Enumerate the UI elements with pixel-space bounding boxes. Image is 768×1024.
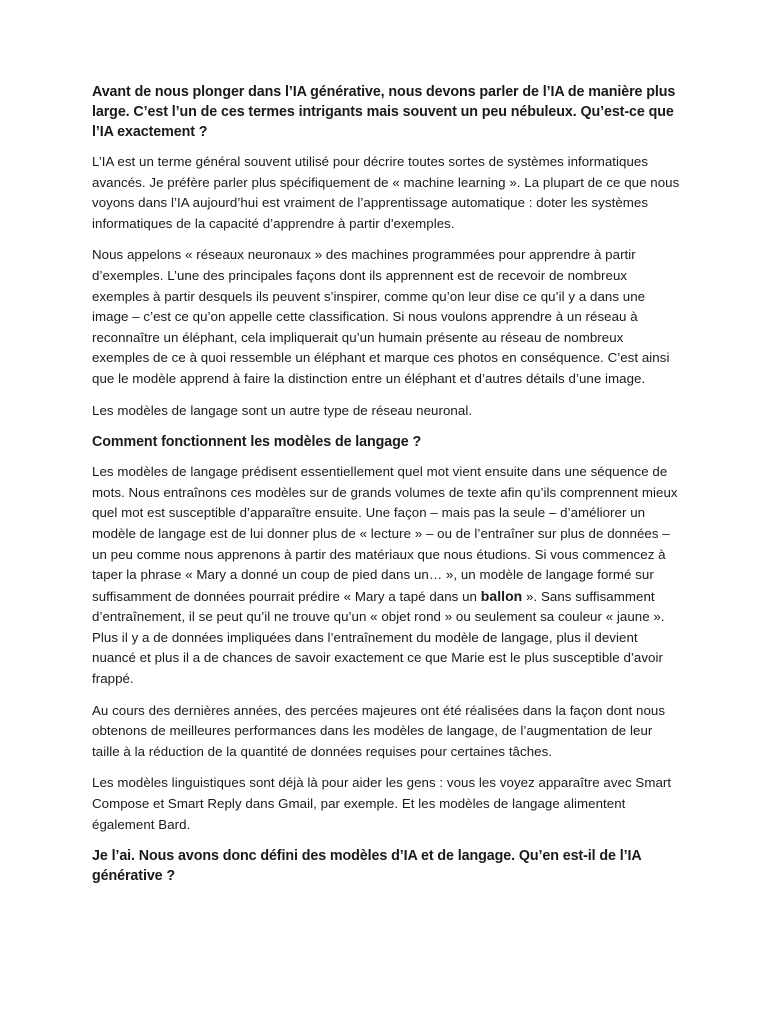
paragraph-text-before-bold: Les modèles de langage prédisent essentiellement quel mot vient ensuite dans une séquence de mots. Nous entraînons ces modèles sur de grands volumes de texte afin qu’ils comprennent mieux quel mot est susceptible d’apparaître ensuite. Une façon – mais pas la seule – d’améliorer un modèle de langage est de lui donner plus de « lecture » – ou de l’entraîner sur plus de données – un peu comme nous apprenons à partir des matériaux que nous étudions. Si vous commencez à taper la phrase « Mary a donné un coup de pied dans un… », un modèle de langage formé sur suffisamment de données pourrait prédire « Mary a tapé dans un	[92, 464, 678, 604]
paragraph-language-models-intro: Les modèles de langage sont un autre type de réseau neuronal.	[92, 402, 473, 418]
paragraph-neural-networks: Nous appelons « réseaux neuronaux » des machines programmées pour apprendre à partir d’exemples. L’une des principales façons dont ils apprennent est de recevoir de nombreux exemples à partir desquels ils peuvent s’inspirer, comme qu’on leur dise ce qu’il y a dans une image – c’est ce qu’on appelle cette classification. Si nous voulons apprendre à un réseau à reconnaître un éléphant, cela impliquerait qu’un humain présente au réseau de nombreux exemples de ce à quoi ressemble un éléphant et marque ces photos en conséquence. C’est ainsi que le modèle apprend à faire la distinction entre un éléphant et d’autres détails d’une image.	[92, 247, 670, 386]
document-page	[92, 82, 682, 897]
paragraph-ai-definition: L’IA est un terme général souvent utilisé pour décrire toutes sortes de systèmes informatiques avancés. Je préfère parler plus spécifiquement de « machine learning ». La plupart de ce que nous voyons dans l’IA aujourd’hui est vraiment de l’apprentissage automatique : doter les systèmes informatiques de la capacité d’apprendre à partir d'exemples.	[92, 154, 680, 231]
heading-what-is-ai: Avant de nous plonger dans l’IA générative, nous devons parler de l’IA de manière plus large. C’est l’un de ces termes intrigants mais souvent un peu nébuleux. Qu’est-ce que l’IA exactement ?	[92, 84, 676, 140]
paragraph-language-model-prediction	[92, 462, 682, 690]
paragraph-text-after-bold: ». Sans suffisamment d’entraînement, il se peut qu’il ne trouve qu’un « objet rond » ou seulement sa couleur « jaune ». Plus il y a de données impliquées dans l’entraînement du modèle de langage, plus il devient nuancé et plus il a de chances de savoir exactement ce que Marie est le plus susceptible d’avoir frappé.	[92, 588, 665, 687]
bold-word-ballon: ballon	[480, 587, 523, 604]
paragraph-recent-breakthroughs: Au cours des dernières années, des percées majeures ont été réalisées dans la façon dont nous obtenons de meilleures performances dans les modèles de langage, de l’augmentation de leur taille à la réduction de la quantité de données requises pour certaines tâches.	[92, 702, 666, 759]
paragraph-language-models-usage: Les modèles linguistiques sont déjà là pour aider les gens : vous les voyez apparaître avec Smart Compose et Smart Reply dans Gmail, par exemple. Et les modèles de langage alimentent également Bard.	[92, 775, 672, 832]
heading-how-language-models-work: Comment fonctionnent les modèles de langage ?	[92, 434, 422, 451]
heading-generative-ai-question: Je l’ai. Nous avons donc défini des modèles d’IA et de langage. Qu’en est-il de l’IA générative ?	[92, 848, 642, 885]
